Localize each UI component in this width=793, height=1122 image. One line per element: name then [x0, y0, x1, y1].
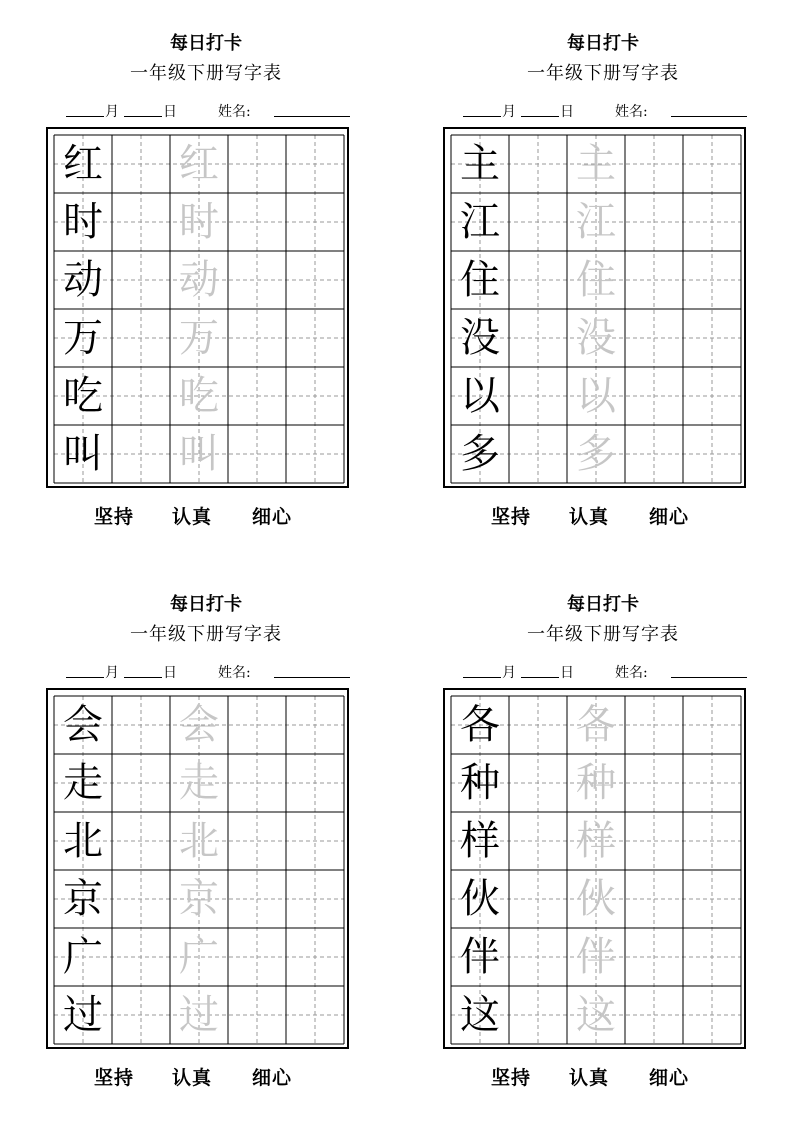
month-blank[interactable]: [66, 102, 104, 117]
date-name-row: [66, 102, 366, 122]
trace-character: 京: [179, 876, 219, 922]
model-character: 万: [63, 315, 103, 361]
trace-character: 吃: [179, 373, 219, 419]
name-label: 姓名:: [615, 104, 648, 120]
trace-character: 过: [179, 992, 219, 1038]
month-unit: 月: [502, 104, 516, 120]
date-name-row: [66, 663, 366, 683]
name-label: 姓名:: [218, 665, 251, 681]
motto-3: 细心: [649, 506, 690, 528]
practice-card-4: [443, 561, 763, 1089]
card-subtitle: 一年级下册写字表: [527, 63, 679, 84]
motto-2: 认真: [172, 1067, 213, 1089]
model-character: 红: [63, 141, 103, 187]
name-blank[interactable]: [274, 102, 350, 117]
trace-character: 没: [576, 315, 616, 361]
trace-character: 红: [179, 141, 219, 187]
trace-character: 住: [576, 257, 616, 303]
card-title: 每日打卡: [170, 33, 242, 54]
practice-card-1: [46, 0, 366, 528]
model-character: 样: [460, 818, 500, 864]
date-name-row: [463, 102, 763, 122]
model-character: 没: [460, 315, 500, 361]
model-character: 走: [63, 760, 103, 806]
name-label: 姓名:: [218, 104, 251, 120]
motto-3: 细心: [252, 506, 293, 528]
model-character: 会: [63, 702, 103, 748]
motto-2: 认真: [569, 1067, 610, 1089]
trace-character: 时: [179, 199, 219, 245]
model-character: 广: [63, 934, 103, 980]
month-blank[interactable]: [66, 663, 104, 678]
motto-1: 坚持: [491, 506, 532, 528]
trace-character: 江: [576, 199, 616, 245]
day-unit: 日: [163, 104, 177, 120]
writing-grid-frame: [443, 127, 746, 488]
name-label: 姓名:: [615, 665, 648, 681]
card-title: 每日打卡: [170, 594, 242, 615]
day-blank[interactable]: [521, 663, 559, 678]
card-title: 每日打卡: [567, 594, 639, 615]
writing-grid-frame: [443, 688, 746, 1049]
model-character: 北: [63, 818, 103, 864]
day-blank[interactable]: [124, 102, 162, 117]
model-character: 住: [460, 257, 500, 303]
trace-character: 这: [576, 992, 616, 1038]
model-character: 江: [460, 199, 500, 245]
model-character: 多: [460, 431, 500, 477]
trace-character: 样: [576, 818, 616, 864]
model-character: 时: [63, 199, 103, 245]
month-unit: 月: [502, 665, 516, 681]
trace-character: 走: [179, 760, 219, 806]
month-blank[interactable]: [463, 102, 501, 117]
model-character: 伴: [460, 934, 500, 980]
practice-card-3: [46, 561, 366, 1089]
motto-2: 认真: [569, 506, 610, 528]
model-character: 吃: [63, 373, 103, 419]
trace-character: 多: [576, 431, 616, 477]
trace-character: 各: [576, 702, 616, 748]
model-character: 叫: [63, 431, 103, 477]
name-blank[interactable]: [671, 102, 747, 117]
day-unit: 日: [560, 665, 574, 681]
day-blank[interactable]: [124, 663, 162, 678]
card-subtitle: 一年级下册写字表: [130, 63, 282, 84]
day-unit: 日: [560, 104, 574, 120]
name-blank[interactable]: [274, 663, 350, 678]
trace-character: 叫: [179, 431, 219, 477]
trace-character: 北: [179, 818, 219, 864]
name-blank[interactable]: [671, 663, 747, 678]
motto-3: 细心: [252, 1067, 293, 1089]
motto-3: 细心: [649, 1067, 690, 1089]
day-unit: 日: [163, 665, 177, 681]
model-character: 京: [63, 876, 103, 922]
model-character: 过: [63, 992, 103, 1038]
trace-character: 主: [576, 141, 616, 187]
motto-2: 认真: [172, 506, 213, 528]
trace-character: 种: [576, 760, 616, 806]
model-character: 以: [460, 373, 500, 419]
month-unit: 月: [105, 665, 119, 681]
model-character: 伙: [460, 876, 500, 922]
day-blank[interactable]: [521, 102, 559, 117]
motto-1: 坚持: [491, 1067, 532, 1089]
trace-character: 会: [179, 702, 219, 748]
model-character: 种: [460, 760, 500, 806]
model-character: 主: [460, 141, 500, 187]
motto-1: 坚持: [94, 1067, 135, 1089]
model-character: 动: [63, 257, 103, 303]
card-title: 每日打卡: [567, 33, 639, 54]
writing-grid-frame: [46, 127, 349, 488]
trace-character: 伴: [576, 934, 616, 980]
practice-card-2: [443, 0, 763, 528]
trace-character: 广: [179, 934, 219, 980]
month-blank[interactable]: [463, 663, 501, 678]
writing-grid-frame: [46, 688, 349, 1049]
date-name-row: [463, 663, 763, 683]
trace-character: 万: [179, 315, 219, 361]
trace-character: 动: [179, 257, 219, 303]
trace-character: 以: [576, 373, 616, 419]
motto-1: 坚持: [94, 506, 135, 528]
model-character: 各: [460, 702, 500, 748]
model-character: 这: [460, 992, 500, 1038]
month-unit: 月: [105, 104, 119, 120]
trace-character: 伙: [576, 876, 616, 922]
card-subtitle: 一年级下册写字表: [130, 624, 282, 645]
card-subtitle: 一年级下册写字表: [527, 624, 679, 645]
